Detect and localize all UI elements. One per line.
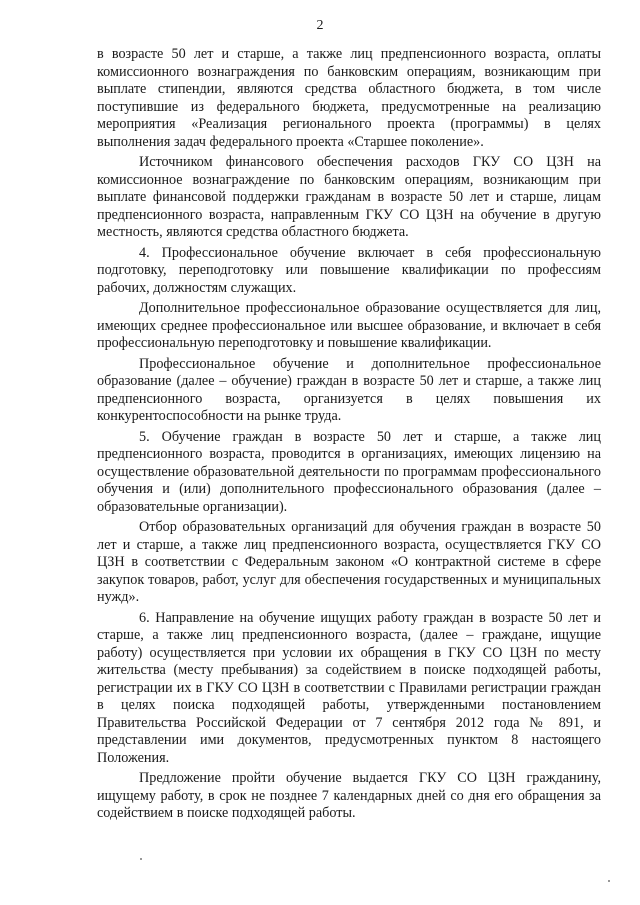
paragraph-item-4: 4. Профессиональное обучение включает в себя профессиональную подготовку, переподготовку или повышение квалификации по профессиям рабочих, должностям служащих. (97, 244, 601, 296)
paragraph-item-6: 6. Направление на обучение ищущих работу граждан в возрасте 50 лет и старше, а также лиц предпенсионного возраста, (далее – граждане, ищущие работу) осуществляется при условии их обращения в ГКУ СО ЦЗН по месту жительства (месту пребывания) за содействием в поиске подходящей работы, регистрации их в ГКУ СО ЦЗН в соответствии с Правилами регистрации граждан в целях поиска подходящей работы, утвержденными постановлением Правительства Российской Федерации от 7 сентября 2012 года № 891, и представлении ими документов, предусмотренных пунктом 8 настоящего Положения. (97, 609, 601, 766)
page-number: 2 (316, 18, 324, 33)
paragraph-selection: Отбор образовательных организаций для обучения граждан в возрасте 50 лет и старше, а также лиц предпенсионного возраста, осуществляется ГКУ СО ЦЗН в соответствии с Федеральным законом «О контрактной системе в сфере закупок товаров, работ, услуг для обеспечения государственных и муниципальных нужд». (97, 519, 601, 605)
paragraph-continuation: в возрасте 50 лет и старше, а также лиц предпенсионного возраста, оплаты комиссионного вознаграждения по банковским операциям, возникающим при выплате стипендии, являются средства областного бюджета, в том числе поступившие из федерального бюджета, предусмотренные на реализацию мероприятия «Реализация регионального проекта (программы) в целях выполнения задач федерального проекта «Старшее поколение». (97, 46, 601, 150)
paragraph-item-5: 5. Обучение граждан в возрасте 50 лет и старше, а также лиц предпенсионного возраста, проводится в организациях, имеющих лицензию на осуществление образовательной деятельности по программам профессионального обучения и (или) дополнительного профессионального образования (далее – образовательные организации). (97, 428, 601, 515)
scan-speck (140, 858, 142, 860)
scan-speck (608, 880, 610, 882)
paragraph-training-purpose: Профессиональное обучение и дополнительное профессиональное образование (далее – обучение) граждан в возрасте 50 лет и старше, а также лиц предпенсионного возраста, организуется в целях повышения их конкурентоспособности на рынке труда. (97, 355, 601, 424)
document-body (97, 46, 601, 826)
paragraph-offer: Предложение пройти обучение выдается ГКУ СО ЦЗН гражданину, ищущему работу, в срок не позднее 7 календарных дней со дня его обращения за содействием в поиске подходящей работы. (97, 770, 601, 821)
paragraph-additional-education: Дополнительное профессиональное образование осуществляется для лиц, имеющих среднее профессиональное или высшее образование, и включает в себя профессиональную переподготовку и повышение квалификации. (97, 300, 601, 351)
paragraph-funding-source: Источником финансового обеспечения расходов ГКУ СО ЦЗН на комиссионное вознаграждение по банковским операциям, возникающим при выплате финансовой поддержки гражданам в возрасте 50 лет и старше, лицам предпенсионного возраста, направленным ГКУ СО ЦЗН на обучение в другую местность, являются средства областного бюджета. (97, 154, 601, 240)
